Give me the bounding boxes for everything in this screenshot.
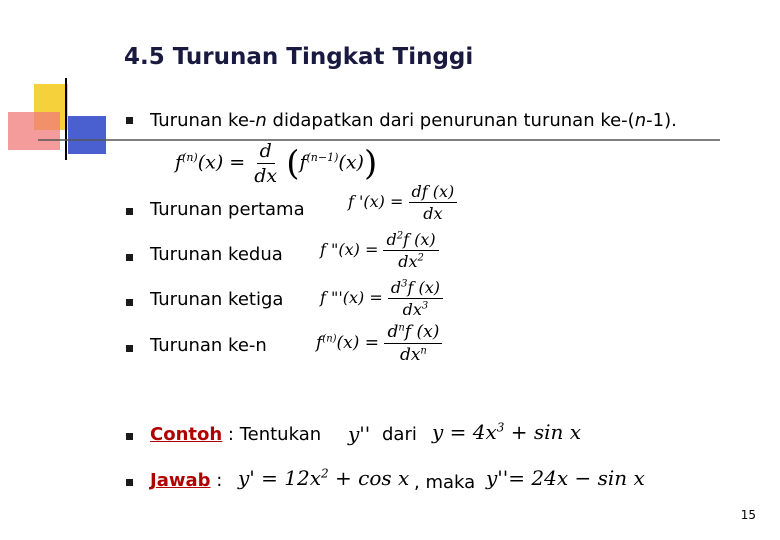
formula-part: y = 4x: [432, 420, 497, 444]
formula-part: (n): [322, 333, 337, 345]
fraction-denominator: [397, 344, 430, 365]
formula-part: f "'(x) =: [320, 288, 383, 307]
formula-part: (x): [338, 151, 364, 174]
formula-part: n: [420, 345, 427, 357]
formula-part: (n−1): [306, 151, 339, 165]
formula-third-derivative: [320, 278, 443, 319]
formula-part: 2: [396, 230, 404, 242]
bullet-marker: [126, 254, 133, 261]
formula-part: + sin x: [504, 420, 582, 444]
fraction: [384, 322, 442, 365]
formula-nth-derivative: [316, 322, 442, 365]
formula-part: 3: [496, 420, 505, 435]
formula-answer-first: [238, 466, 409, 490]
text-part: -1).: [646, 110, 677, 131]
fraction-denominator: [400, 299, 432, 319]
fraction-numerator: d: [257, 140, 275, 164]
bullet-answer: [150, 470, 222, 491]
bullet-second-derivative: Turunan kedua: [150, 244, 283, 265]
fraction-numerator: [384, 322, 442, 344]
formula-part: 2: [417, 252, 424, 264]
fraction: [251, 140, 280, 187]
fraction: [383, 230, 438, 271]
answer-label: Jawab: [150, 470, 211, 491]
blue-square: [68, 116, 106, 154]
formula-part: 3: [421, 300, 429, 312]
bullet-first-derivative: Turunan pertama: [150, 199, 305, 220]
formula-part: 2: [321, 466, 329, 481]
formula-part: (x) =: [197, 151, 246, 174]
formula-part: d: [390, 278, 402, 297]
text-part: Turunan ke-: [150, 110, 256, 131]
text-part: didapatkan dari penurunan turunan ke-(: [266, 110, 635, 131]
page-title: 4.5 Turunan Tingkat Tinggi: [124, 44, 474, 70]
fraction-numerator: df (x): [409, 182, 458, 203]
text-part: n: [255, 110, 267, 131]
fraction-numerator: [383, 230, 438, 251]
bullet-nth-definition: [150, 110, 677, 131]
fraction: [409, 182, 458, 223]
bullet-third-derivative: Turunan ketiga: [150, 289, 284, 310]
formula-example-function: [432, 420, 581, 444]
formula-part: f: [316, 333, 323, 353]
formula-part: d: [386, 230, 397, 249]
fraction-denominator: dx: [254, 165, 278, 187]
formula-part: f "(x) =: [320, 240, 379, 259]
text-part: :: [210, 470, 223, 491]
formula-part: n: [398, 322, 405, 334]
formula-part: (x) =: [336, 333, 380, 353]
formula-answer-second: y''= 24x − sin x: [486, 466, 645, 490]
text-part: n: [634, 110, 647, 131]
fraction-numerator: [388, 278, 443, 299]
bullet-marker: [126, 117, 133, 124]
formula-part: dx: [398, 252, 418, 271]
bullet-marker: [126, 208, 133, 215]
formula-part: dx: [399, 345, 421, 365]
formula-part: f: [175, 151, 183, 174]
text-dari: dari: [382, 424, 417, 445]
fraction-denominator: [395, 251, 427, 271]
fraction: [388, 278, 443, 319]
formula-part: f (x): [404, 322, 440, 342]
formula-part: f: [299, 151, 307, 174]
fraction-denominator: dx: [423, 204, 443, 223]
formula-first-derivative: [348, 182, 457, 223]
formula-part: y' = 12x: [238, 466, 321, 490]
formula-part: d: [387, 322, 399, 342]
formula-part: + cos x: [328, 466, 410, 490]
formula-nth-recursive: $f^{(n)}(x)$ = $\frac{d}{dx}$ $(f^{(n-1)}(x))$: [175, 140, 378, 187]
decorative-squares: [0, 0, 780, 170]
formula-part: f '(x) =: [348, 192, 404, 211]
formula-example-target: y'': [348, 422, 371, 446]
formula-part: f (x): [403, 230, 436, 249]
bullet-nth-derivative: Turunan ke-n: [150, 335, 267, 356]
bullet-marker: [126, 299, 133, 306]
text-maka: , maka: [414, 472, 476, 493]
formula-part: f (x): [407, 278, 440, 297]
red-gradient-square: [8, 112, 60, 150]
formula-second-derivative: [320, 230, 439, 271]
bullet-marker: [126, 479, 133, 486]
page-number: 15: [740, 508, 756, 522]
bullet-marker: [126, 345, 133, 352]
bullet-marker: [126, 433, 133, 440]
example-label: Contoh: [150, 424, 223, 445]
formula-part: (n): [182, 151, 198, 165]
formula-part: 3: [401, 278, 408, 290]
text-part: : Tentukan: [222, 424, 322, 445]
bullet-example: [150, 424, 321, 445]
formula-part: dx: [402, 300, 422, 319]
